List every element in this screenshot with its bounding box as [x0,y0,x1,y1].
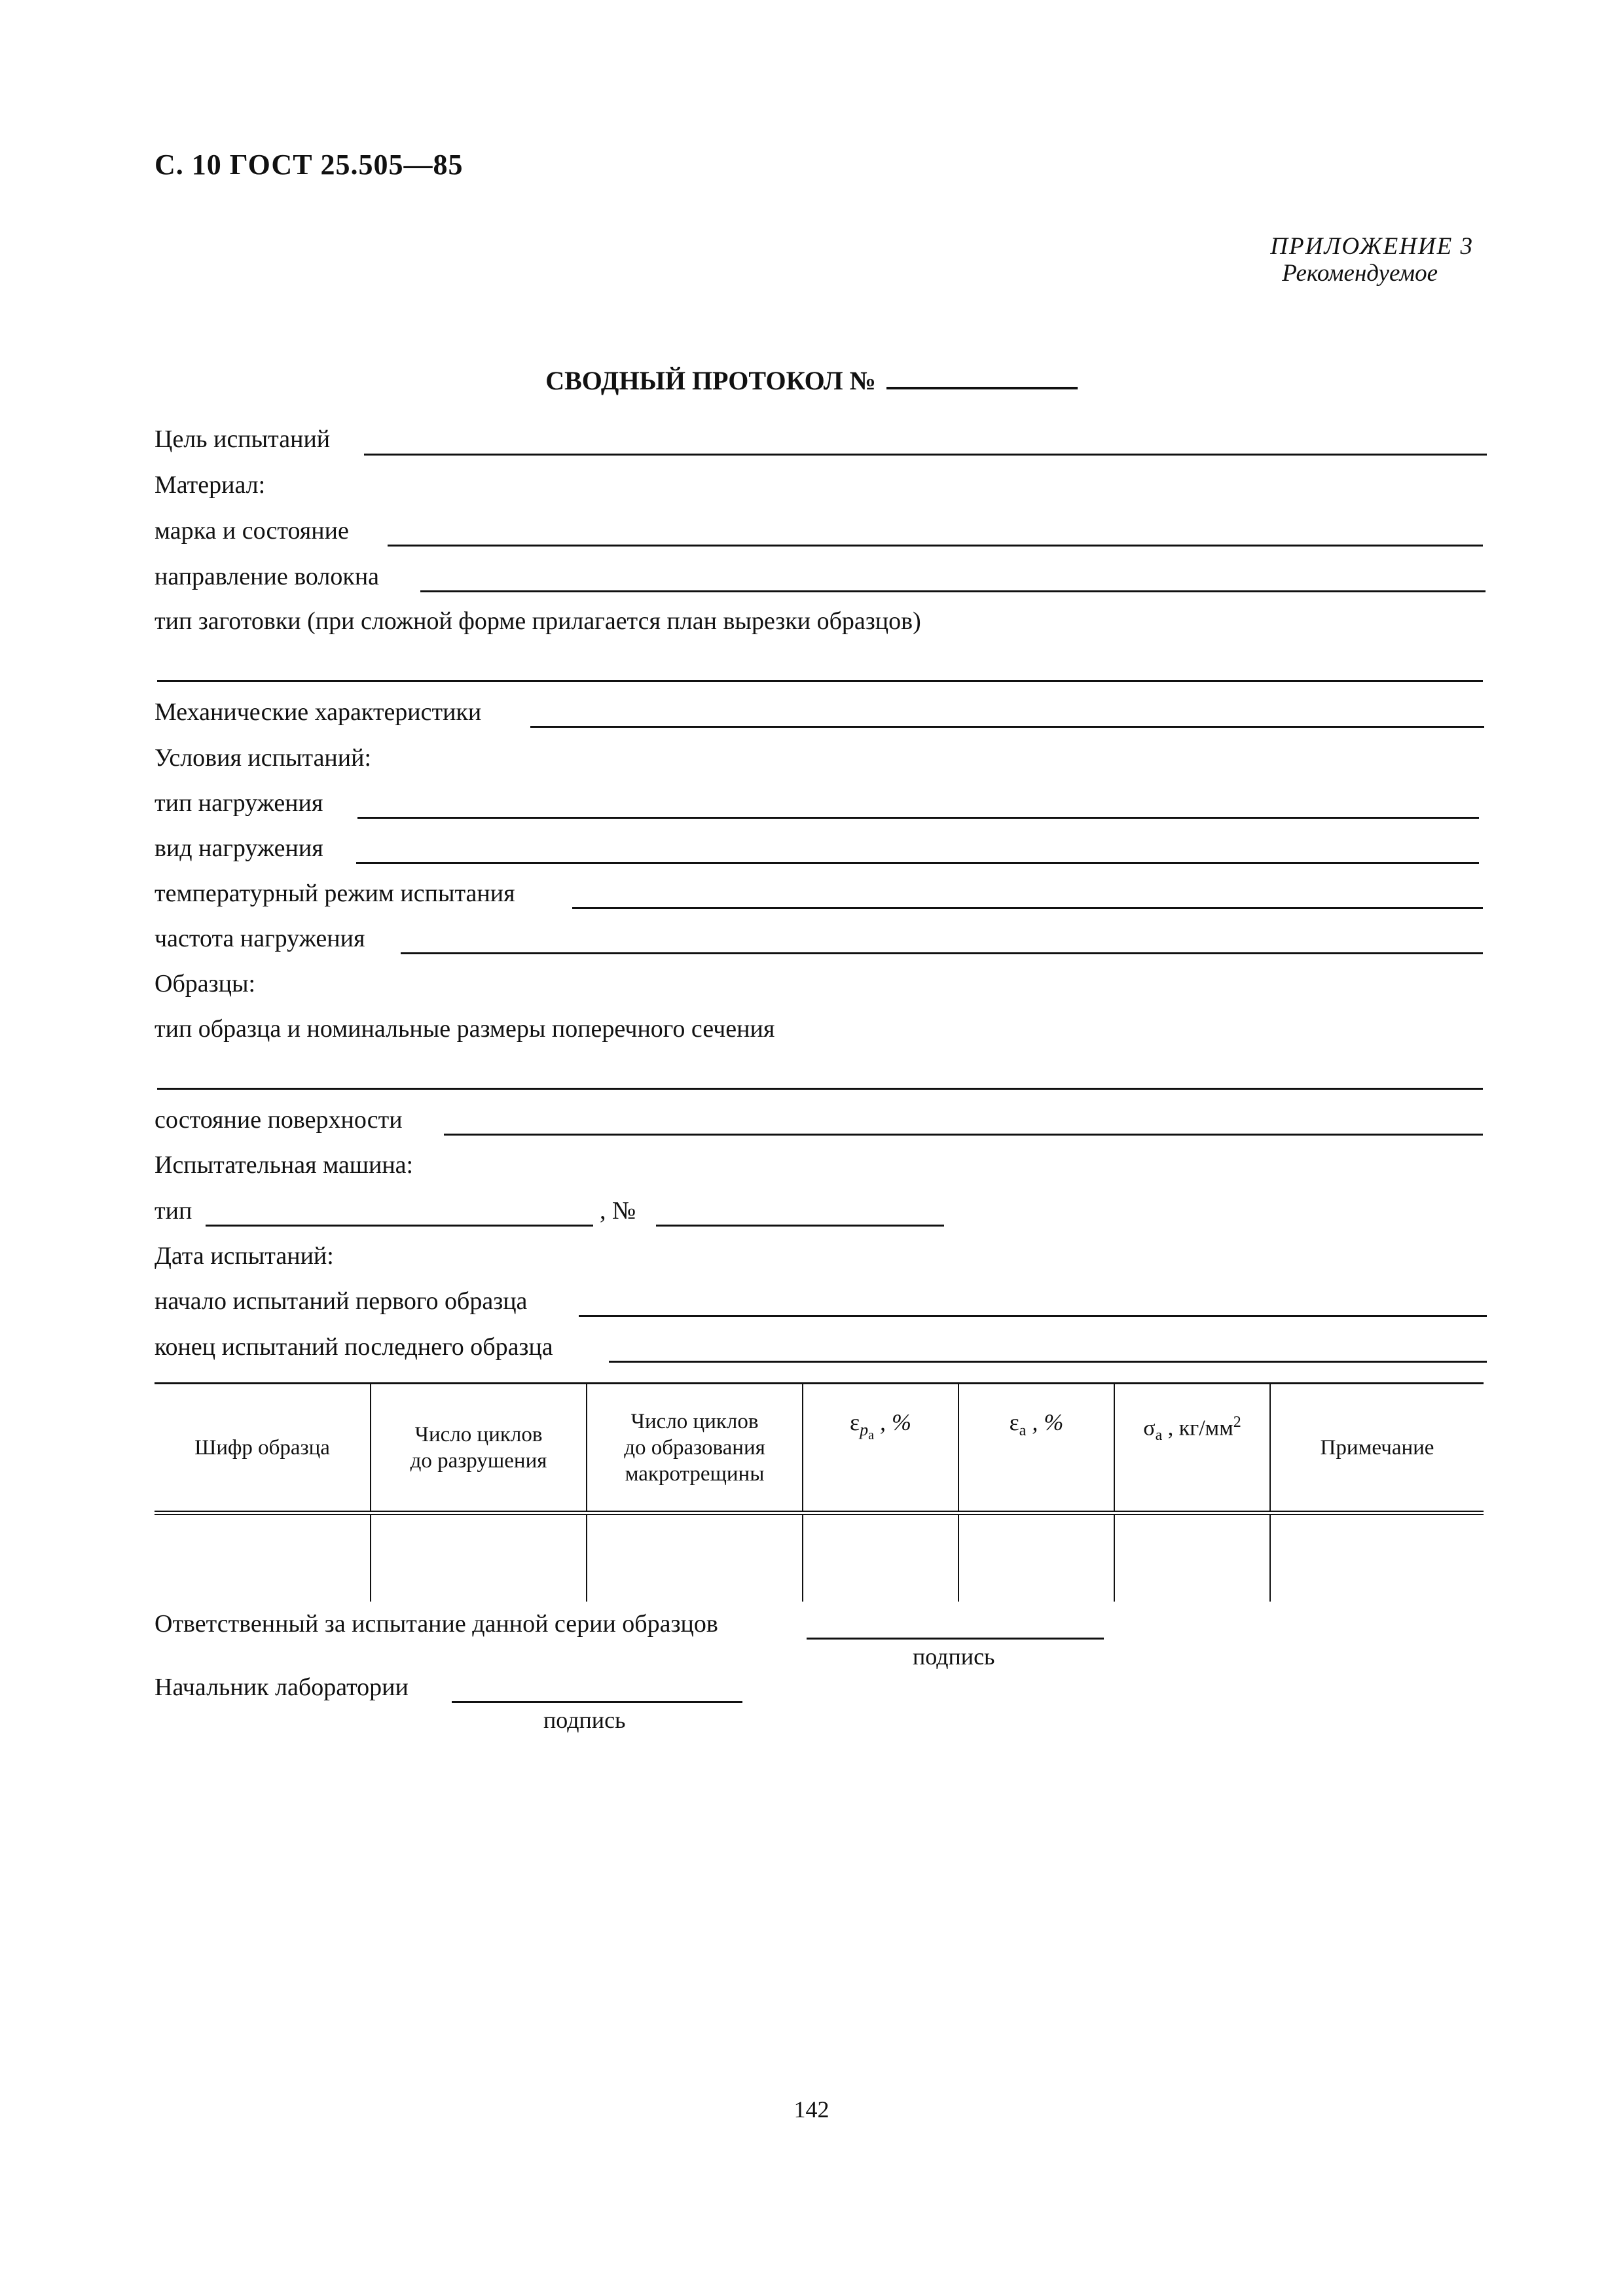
cell-cycles-failure[interactable] [371,1513,587,1602]
protocol-number-field[interactable] [886,363,1078,389]
sigma-unit: , кг/мм [1167,1416,1233,1441]
goal-field[interactable] [364,454,1487,456]
table-header-row [155,1384,1484,1513]
page-number: 142 [793,2096,830,2123]
freq-label: частота нагружения [155,925,365,952]
eps-p-subsub: a [868,1428,874,1443]
dates-label: Дата испытаний: [155,1242,334,1270]
sigma-sub: a [1155,1427,1163,1444]
header-code [155,1384,371,1513]
surface-label: состояние поверхности [155,1106,403,1134]
fiber-field[interactable] [420,590,1486,592]
fiber-label: направление волокна [155,563,380,590]
mech-field[interactable] [530,726,1484,728]
document-header: С. 10 ГОСТ 25.505—85 [155,149,464,181]
eps-a-sub: a [1019,1422,1027,1440]
header-eps-a [958,1384,1114,1513]
eps-p-unit: , % [880,1409,911,1435]
header-note-text: Примечание [1320,1435,1434,1460]
surface-field[interactable] [444,1134,1483,1136]
header-note [1270,1384,1484,1513]
samples-label: Образцы: [155,970,256,997]
machine-type-field[interactable] [206,1225,593,1227]
cell-sigma[interactable] [1114,1513,1270,1602]
end-field[interactable] [609,1361,1487,1363]
responsible-label: Ответственный за испытание данной серии образцов [155,1610,718,1638]
table-row [155,1513,1484,1602]
sample-type-field[interactable] [157,1088,1483,1090]
load-type-field[interactable] [357,817,1479,819]
cell-note[interactable] [1270,1513,1484,1602]
eps-a-symbol: ε [1009,1409,1019,1435]
header-cycles-failure-line1: Число циклов [414,1422,543,1446]
eps-a-unit: , % [1032,1409,1064,1435]
header-eps-p [803,1384,958,1513]
cell-eps-a[interactable] [958,1513,1114,1602]
start-label: начало испытаний первого образца [155,1287,528,1315]
responsible-signature-field[interactable] [807,1638,1104,1640]
material-label: Материал: [155,471,266,499]
form-title [0,363,1623,396]
load-kind-field[interactable] [356,862,1479,864]
header-code-text: Шифр образца [194,1435,330,1460]
header-cycles-crack-line1: Число циклов [630,1409,759,1433]
head-signature-field[interactable] [452,1701,742,1703]
cell-code[interactable] [155,1513,371,1602]
header-cycles-failure [371,1384,587,1513]
header-cycles-crack-line2: до образования [624,1435,765,1460]
header-cycles-failure-line2: до разрушения [410,1448,547,1473]
load-kind-label: вид нагружения [155,834,323,862]
machine-type-label: тип [155,1197,192,1225]
form-title-text: СВОДНЫЙ ПРОТОКОЛ № [545,366,876,395]
appendix-title: ПРИЛОЖЕНИЕ 3 [1270,233,1474,260]
grade-field[interactable] [388,545,1483,547]
eps-p-sub: p [860,1420,869,1440]
cell-cycles-crack[interactable] [587,1513,803,1602]
blank-type-label: тип заготовки (при сложной форме прилагается план вырезки образцов) [155,607,921,635]
machine-label: Испытательная машина: [155,1151,414,1179]
goal-label: Цель испытаний [155,425,331,453]
goal-row [155,421,330,457]
mech-label: Механические характеристики [155,698,482,726]
header-sigma [1114,1384,1270,1513]
start-field[interactable] [579,1315,1487,1317]
conditions-label: Условия испытаний: [155,744,371,772]
load-type-label: тип нагружения [155,789,323,817]
appendix-status: Рекомендуемое [1282,260,1438,287]
head-caption: подпись [543,1707,626,1733]
sample-type-label: тип образца и номинальные размеры поперечного сечения [155,1015,775,1043]
machine-number-field[interactable] [656,1225,944,1227]
cell-eps-p[interactable] [803,1513,958,1602]
header-cycles-crack [587,1384,803,1513]
eps-p-symbol: ε [849,1409,860,1435]
temp-label: температурный режим испытания [155,880,515,907]
machine-number-label: , № [600,1197,636,1225]
sigma-sup: 2 [1233,1414,1241,1431]
protocol-table [155,1382,1484,1602]
sigma-symbol: σ [1143,1416,1156,1441]
responsible-caption: подпись [913,1643,995,1670]
head-label: Начальник лаборатории [155,1674,409,1701]
header-cycles-crack-line3: макротрещины [625,1462,765,1486]
freq-field[interactable] [401,952,1483,954]
grade-label: марка и состояние [155,517,349,545]
temp-field[interactable] [572,907,1483,909]
end-label: конец испытаний последнего образца [155,1333,553,1361]
blank-type-field[interactable] [157,680,1483,682]
